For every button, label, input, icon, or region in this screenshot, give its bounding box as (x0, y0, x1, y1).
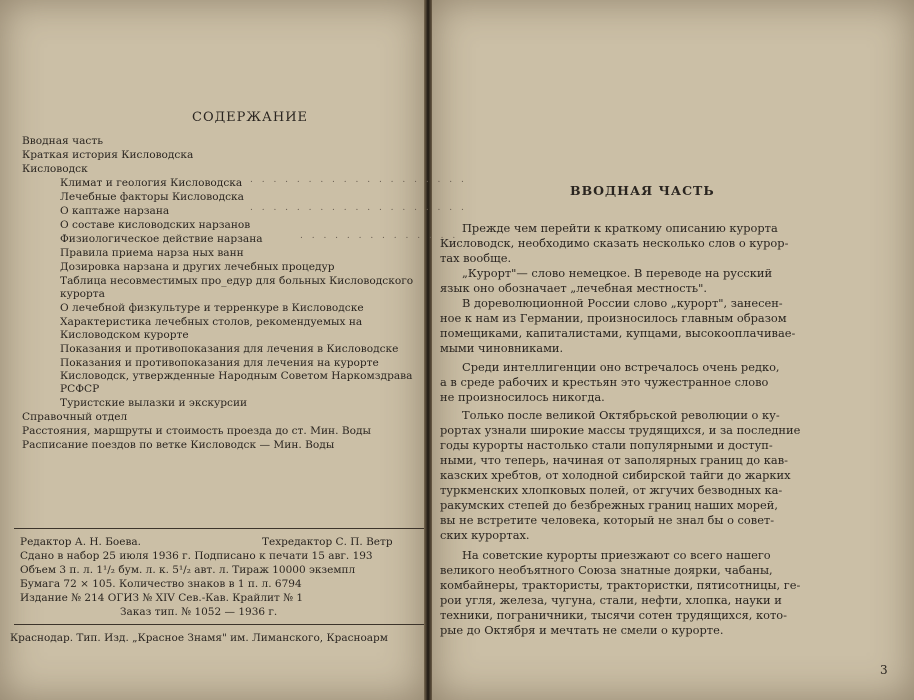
body-line: мыми чиновниками. (440, 341, 564, 355)
toc-entry: Краткая история Кисловодска (22, 149, 194, 161)
imprint-printer: Краснодар. Тип. Изд. „Красное Знамя" им. Лиманского, Красноарм (10, 632, 388, 644)
body-line: а в среде рабочих и крестьян это чужестранное слово (440, 375, 769, 389)
toc-entry: О каптаже нарзана (60, 205, 170, 217)
body-line: Кисловодск, необходимо сказать несколько слов о курор- (440, 236, 789, 250)
toc-leader-dots: . . . . . . . . . . . . . . . . . . . (250, 203, 467, 213)
body-line: ное к нам из Германии, произносилось главным образом (440, 311, 787, 325)
imprint-line: Объем 3 п. л. 1¹/₂ бум. л. к. 5¹/₂ авт. л. Тираж 10000 экземпл (20, 564, 356, 576)
body-line: туркменских хлопковых полей, от жгучих безводных ка- (440, 483, 783, 497)
imprint-tech-editor: Техредактор С. П. Ветр (262, 536, 393, 548)
body-line: рые до Октября и мечтать не смели о курорте. (440, 623, 724, 637)
body-line: „Курорт"— слово немецкое. В переводе на русский (462, 266, 773, 280)
toc-entry: Кисловодск (22, 163, 88, 175)
imprint-rule-bottom (14, 624, 424, 625)
body-line: не произносилось никогда. (440, 390, 605, 404)
body-line: рортах узнали широкие массы трудящихся, и за последние (440, 423, 801, 437)
body-line: В дореволюционной России слово „курорт", занесен- (462, 296, 783, 310)
toc-entry: Расстояния, маршруты и стоимость проезда до ст. Мин. Воды (22, 425, 371, 437)
toc-entry: Справочный отдел (22, 411, 128, 423)
toc-entry: О лечебной физкультуре и терренкуре в Кисловодске (60, 302, 364, 314)
body-line: ными, что теперь, начиная от заполярных границ до кав- (440, 453, 788, 467)
toc-entry: Вводная часть (22, 135, 103, 147)
body-line: Среди интеллигенции оно встречалось очень редко, (462, 360, 780, 374)
imprint-line: Издание № 214 ОГИЗ № XIV Сев.-Кав. Крайлит № 1 (20, 592, 304, 604)
toc-title: СОДЕРЖАНИЕ (192, 110, 309, 125)
imprint-line: Бумага 72 × 105. Количество знаков в 1 п. л. 6794 (20, 578, 302, 590)
body-line: На советские курорты приезжают со всего нашего (462, 548, 771, 562)
imprint-editor: Редактор А. Н. Боева. (20, 536, 141, 548)
toc-entry: Дозировка нарзана и других лечебных процедур (60, 261, 335, 273)
page-number: 3 (880, 663, 888, 677)
chapter-title: ВВОДНАЯ ЧАСТЬ (570, 183, 715, 198)
toc-entry: Характеристика лечебных столов, рекомендуемых на Кисловодском курорте (60, 316, 363, 341)
body-line: помещиками, капиталистами, купцами, высокооплачивае- (440, 326, 796, 340)
body-line: техники, пограничники, тысячи сотен трудящихся, кото- (440, 608, 788, 622)
toc-entry: Климат и геология Кисловодска (60, 177, 243, 189)
toc-leader-dots: . . . . . . . . . . . . . . . . . . . (250, 175, 467, 185)
toc-leader-dots: . . . . . . . . . . . . . . (300, 231, 459, 241)
toc-entry: Расписание поездов по ветке Кисловодск — Мин. Воды (22, 439, 335, 451)
body-line: вы не встретите человека, который не знал бы о совет- (440, 513, 775, 527)
toc-entry: Таблица несовместимых про_едур для больных Кисловодского курорта (60, 275, 414, 300)
toc-entry: Показания и противопоказания для лечения в Кисловодске (60, 343, 399, 355)
body-line: ских курортах. (440, 528, 530, 542)
toc-entry: Правила приема нарза ных ванн (60, 247, 244, 259)
body-line: Прежде чем перейти к краткому описанию курорта (462, 221, 778, 235)
imprint-line: Сдано в набор 25 июля 1936 г. Подписано к печати 15 авг. 193 (20, 550, 373, 562)
toc-entry: Лечебные факторы Кисловодска (60, 191, 244, 203)
toc-entry: Физиологическое действие нарзана (60, 233, 263, 245)
body-line: годы курорты настолько стали популярными и доступ- (440, 438, 773, 452)
toc-entry: Показания и противопоказания для лечения на курорте Кисловодск, утвержденные Народным Советом Наркомздрава РСФСР (60, 357, 413, 395)
body-line: комбайнеры, трактористы, трактористки, пятисотницы, ге- (440, 578, 801, 592)
body-line: рои угля, железа, чугуна, стали, нефти, хлопка, науки и (440, 593, 782, 607)
body-line: язык оно обозначает „лечебная местность". (440, 281, 707, 295)
toc-entry: Туристские вылазки и экскурсии (60, 397, 248, 409)
book-gutter (424, 0, 432, 700)
body-line: тах вообще. (440, 251, 512, 265)
body-line: ракумских степей до безбрежных границ наших морей, (440, 498, 778, 512)
body-line: великого необъятного Союза знатные доярки, чабаны, (440, 563, 773, 577)
body-line: Только после великой Октябрьской революции о ку- (462, 408, 780, 422)
toc-entry: О составе кисловодских нарзанов (60, 219, 251, 231)
body-line: казских хребтов, от холодной сибирской тайги до жарких (440, 468, 791, 482)
imprint-line: Заказ тип. № 1052 — 1936 г. (120, 606, 278, 618)
imprint-rule-top (14, 528, 424, 529)
